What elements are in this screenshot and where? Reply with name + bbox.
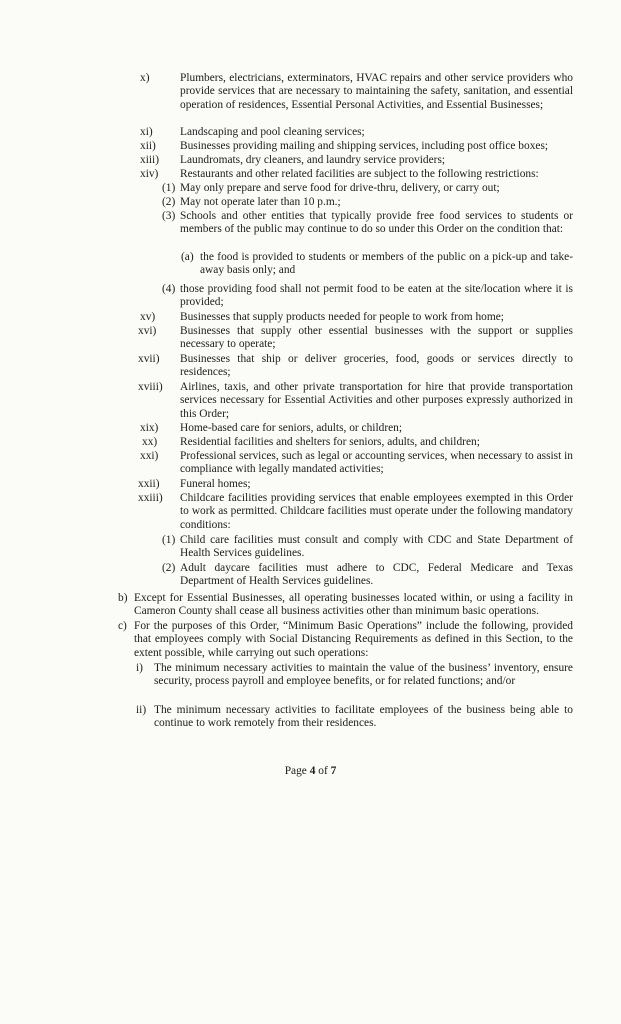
sub-list-item (162, 196, 573, 209)
item-text: Laundromats, dry cleaners, and laundry service providers; (180, 154, 446, 166)
item-label: (2) (162, 196, 176, 208)
item-label: ii) (136, 704, 147, 716)
item-text: Restaurants and other related facilities are subject to the following restrictions: (180, 168, 539, 180)
item-label: xxiii) (138, 492, 163, 504)
item-text: Airlines, taxis, and other private transportation for hire that provide transportation services necessary for Essential Activities and other purposes expressly authorized in this Order; (180, 381, 573, 420)
item-label: xxi) (140, 450, 159, 462)
item-text: Businesses that supply other essential businesses with the support or supplies necessary to operate; (180, 325, 573, 351)
item-label: (2) (162, 562, 176, 574)
page-number (0, 765, 621, 777)
sub-list-item (162, 210, 573, 237)
section-item (118, 620, 573, 660)
item-label: xx) (142, 436, 158, 448)
item-text: Home-based care for seniors, adults, or children; (180, 422, 403, 434)
item-text: May only prepare and serve food for drive-thru, delivery, or carry out; (180, 182, 500, 194)
item-label: (1) (162, 534, 176, 546)
section-text: For the purposes of this Order, “Minimum Basic Operations” include the following, provided that employees comply with Social Distancing Requirements as defined in this Section, to the extent possible, while carrying out such operations: (134, 620, 573, 659)
item-label: (1) (162, 182, 176, 194)
list-item (138, 325, 573, 352)
item-text: Businesses providing mailing and shipping services, including post office boxes; (180, 140, 549, 152)
section-label: c) (118, 620, 127, 632)
list-item (142, 436, 573, 449)
item-label: xii) (140, 140, 156, 152)
item-text: Businesses that ship or deliver groceries, food, goods or services directly to residences; (180, 353, 573, 379)
sub-list-item (162, 182, 573, 195)
item-text: the food is provided to students or members of the public on a pick-up and take-away basis only; and (200, 251, 573, 277)
item-label: xv) (140, 311, 156, 323)
item-text: Childcare facilities providing services that enable employees exempted in this Order to work as permitted. Childcare facilities must operate under the following mandatory conditions: (180, 492, 573, 531)
item-label: xix) (140, 422, 159, 434)
item-label: i) (136, 662, 143, 674)
sub-list-item (136, 662, 573, 689)
item-text: Adult daycare facilities must adhere to CDC, Federal Medicare and Texas Department of Health Services guidelines. (180, 562, 573, 588)
item-label: xvi) (138, 325, 157, 337)
page-number-prefix: Page (284, 765, 310, 777)
page-number-total: 7 (330, 765, 337, 777)
sub-list-item (136, 704, 573, 731)
section-item (118, 592, 573, 619)
item-text: those providing food shall not permit food to be eaten at the site/location where it is provided; (180, 283, 573, 309)
list-item (140, 311, 573, 324)
list-item (140, 450, 573, 477)
item-text: Landscaping and pool cleaning services; (180, 126, 365, 138)
item-label: xiii) (140, 154, 159, 166)
item-text: The minimum necessary activities to facilitate employees of the business being able to continue to work remotely from their residences. (154, 704, 573, 730)
list-item (138, 478, 573, 491)
item-label: xxii) (138, 478, 160, 490)
page-number-middle: of (315, 765, 331, 777)
list-item (140, 422, 573, 435)
item-text: May not operate later than 10 p.m.; (180, 196, 341, 208)
item-text: Schools and other entities that typically provide free food services to students or members of the public may continue to do so under this Order on the condition that: (180, 210, 573, 236)
list-item (140, 168, 573, 181)
item-label: xiv) (140, 168, 159, 180)
item-text: Professional services, such as legal or accounting services, when necessary to assist in compliance with legally mandated activities; (180, 450, 573, 476)
item-label: xviii) (138, 381, 163, 393)
page-number-current: 4 (309, 765, 316, 777)
list-item (140, 72, 573, 112)
item-text: Child care facilities must consult and comply with CDC and State Department of Health Services guidelines. (180, 534, 573, 560)
section-text: Except for Essential Businesses, all operating businesses located within, or using a facility in Cameron County shall cease all business activities other than minimum basic operations. (134, 592, 573, 618)
list-item (140, 154, 573, 167)
item-label: (3) (162, 210, 176, 222)
list-item (138, 492, 573, 532)
list-item (140, 126, 573, 139)
item-label: (4) (162, 283, 176, 295)
item-text: Residential facilities and shelters for seniors, adults, and children; (180, 436, 480, 448)
item-text: Funeral homes; (180, 478, 251, 490)
sub-sub-list-item (181, 251, 573, 278)
list-item (138, 353, 573, 380)
sub-list-item (162, 534, 573, 561)
item-text: Businesses that supply products needed for people to work from home; (180, 311, 504, 323)
item-text: Plumbers, electricians, exterminators, HVAC repairs and other service providers who provide services that are necessary to maintaining the safety, sanitation, and essential operation of residences, Essential Personal Activities, and Essential Businesses; (180, 72, 573, 111)
section-label: b) (118, 592, 128, 604)
list-item (140, 140, 573, 153)
list-item (138, 381, 573, 421)
item-label: x) (140, 72, 150, 84)
item-label: xi) (140, 126, 153, 138)
item-label: (a) (181, 251, 194, 263)
item-label: xvii) (138, 353, 160, 365)
sub-list-item (162, 283, 573, 310)
item-text: The minimum necessary activities to maintain the value of the business’ inventory, ensure security, process payroll and employee benefits, or for related functions; and/or (154, 662, 573, 688)
sub-list-item (162, 562, 573, 589)
